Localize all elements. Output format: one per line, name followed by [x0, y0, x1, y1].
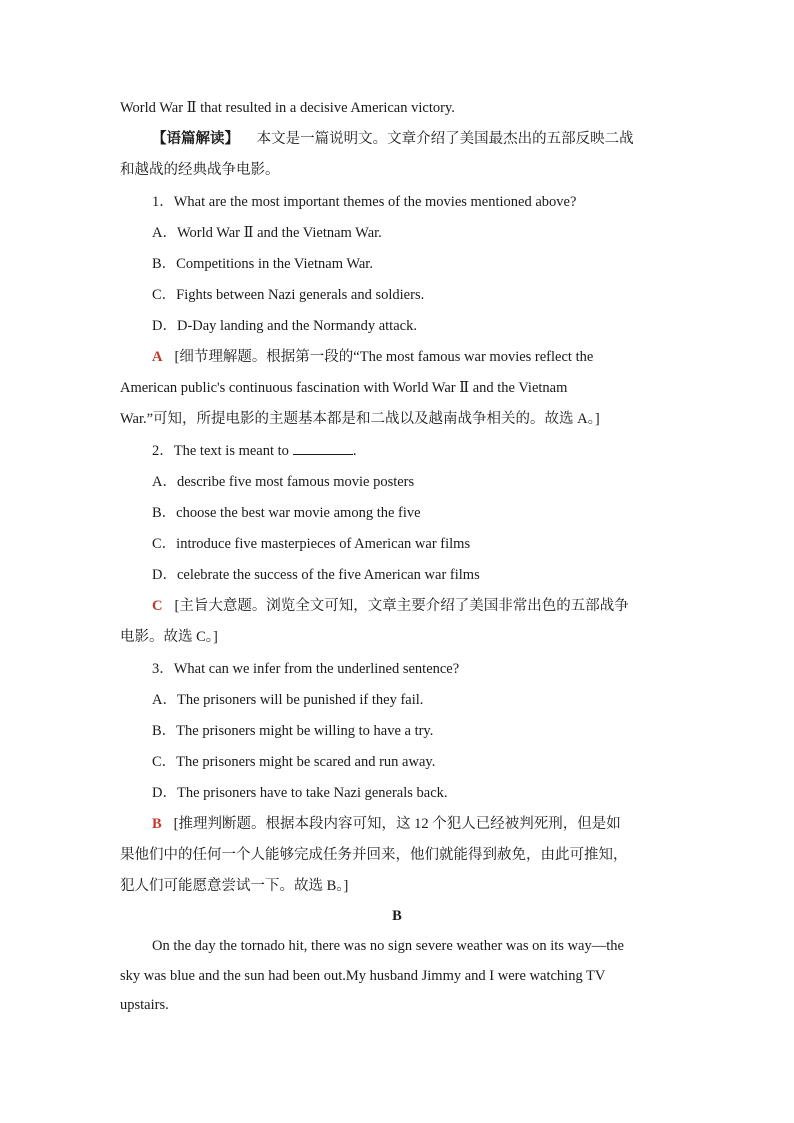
q1-answer-line: [152, 348, 708, 366]
passage-line: upstairs.: [120, 997, 169, 1013]
passage-line: sky was blue and the sun had been out.My husband Jimmy and I were watching TV: [120, 968, 606, 984]
q2-option-c: C．introduce five masterpieces of American war films: [152, 536, 471, 552]
q2-answer: C: [152, 598, 163, 614]
q3-answer-line: [152, 815, 708, 833]
section-heading: B: [392, 908, 402, 924]
q1-option-b: B．Competitions in the Vietnam War.: [152, 256, 373, 272]
q3-answer: B: [152, 816, 162, 832]
question-1: 1．What are the most important themes of the movies mentioned above?: [152, 194, 577, 210]
analysis-text: 本文是一篇说明文。文章介绍了美国最杰出的五部反映二战: [256, 131, 634, 147]
q2-option-d: D．celebrate the success of the five American war films: [152, 567, 480, 583]
q2-option-b: B．choose the best war movie among the five: [152, 505, 421, 521]
analysis-label: 【语篇解读】: [152, 131, 239, 147]
q2-explanation-2: 电影。故选 C。]: [120, 629, 218, 645]
q1-explanation-2: American public's continuous fascination with World War Ⅱ and the Vietnam: [120, 380, 568, 396]
q3-explanation: [推理判断题。根据本段内容可知，这 12 个犯人已经被判死刑，但是如: [173, 816, 621, 832]
q1-explanation-3: War.”可知，所提电影的主题基本都是和二战以及越南战争相关的。故选 A。]: [120, 411, 600, 427]
analysis-line: [152, 130, 708, 148]
passage-line: On the day the tornado hit, there was no sign severe weather was on its way—the: [152, 938, 624, 954]
q2-answer-line: [152, 597, 708, 615]
question-2-text: 2．The text is meant to: [152, 443, 289, 459]
period: .: [352, 443, 357, 459]
q2-explanation: [主旨大意题。浏览全文可知，文章主要介绍了美国非常出色的五部战争: [174, 598, 629, 614]
q2-option-a: A．describe five most famous movie posters: [152, 474, 415, 490]
q3-option-a: A．The prisoners will be punished if they fail.: [152, 692, 424, 708]
q1-option-c: C．Fights between Nazi generals and soldiers.: [152, 287, 425, 303]
q3-option-b: B．The prisoners might be willing to have a try.: [152, 723, 434, 739]
analysis-line-2: 和越战的经典战争电影。: [120, 162, 280, 178]
q3-option-c: C．The prisoners might be scared and run away.: [152, 754, 436, 770]
q3-option-d: D．The prisoners have to take Nazi generals back.: [152, 785, 448, 801]
q3-explanation-2: 果他们中的任何一个人能够完成任务并回来，他们就能得到赦免，由此可推知，: [120, 847, 628, 863]
q1-option-a: A．World War Ⅱ and the Vietnam War.: [152, 225, 382, 241]
text-line: World War Ⅱ that resulted in a decisive American victory.: [120, 100, 455, 116]
question-3: 3．What can we infer from the underlined sentence?: [152, 661, 460, 677]
answer-blank: [293, 442, 353, 455]
q1-option-d: D．D-Day landing and the Normandy attack.: [152, 318, 417, 334]
question-2: [152, 442, 708, 460]
q1-explanation: [细节理解题。根据第一段的“The most famous war movies reflect the: [174, 349, 594, 365]
q1-answer: A: [152, 349, 163, 365]
q3-explanation-3: 犯人们可能愿意尝试一下。故选 B。]: [120, 878, 349, 894]
